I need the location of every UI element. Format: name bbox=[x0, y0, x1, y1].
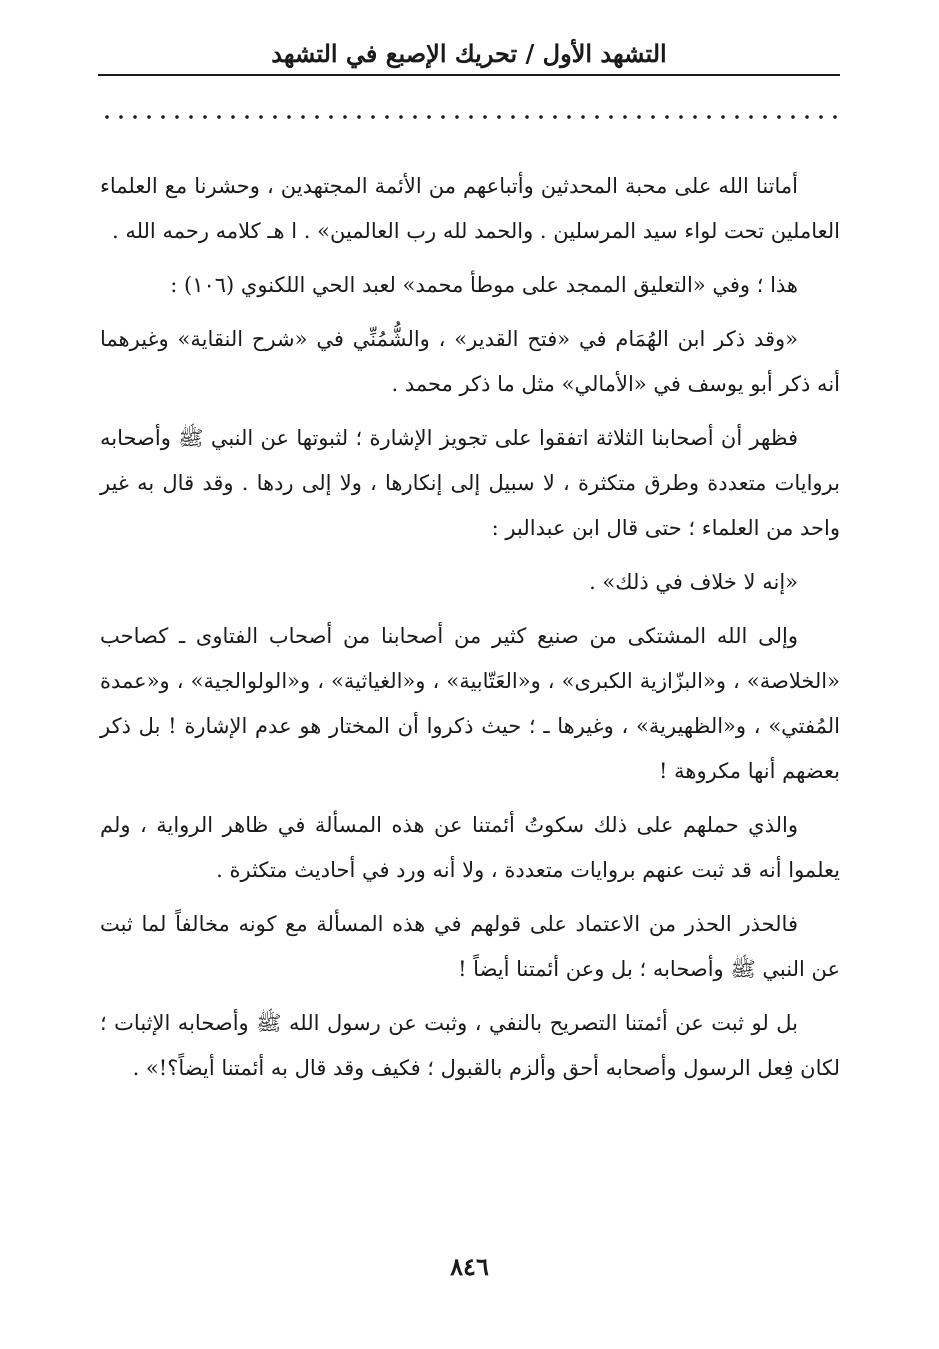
paragraph: بل لو ثبت عن أئمتنا التصريح بالنفي ، وثبت عن رسول الله ﷺ وأصحابه الإثبات ؛ لكان فِعل الرسول وأصحابه أحق وألزم بالقبول ؛ فكيف وقد قال به أئمتنا أيضاً؟!» . bbox=[100, 1011, 840, 1080]
page-number: ٨٤٦ bbox=[450, 1252, 489, 1281]
paragraph: «وقد ذكر ابن الهُمَام في «فتح القدير» ، والشُّمُنِّي في «شرح النقاية» وغيرهما أنه ذكر أبو يوسف في «الأمالي» مثل ما ذكر محمد . bbox=[100, 327, 840, 396]
paragraph: فظهر أن أصحابنا الثلاثة اتفقوا على تجويز الإشارة ؛ لثبوتها عن النبي ﷺ وأصحابه بروايات متعددة وطرق متكثرة ، لا سبيل إلى إنكارها ، ولا إلى ردها . وقد قال به غير واحد من العلماء ؛ حتى قال ابن عبدالبر : bbox=[100, 426, 840, 540]
header-rule bbox=[98, 74, 840, 76]
paragraph: هذا ؛ وفي «التعليق الممجد على موطأ محمد» لعبد الحي اللكنوي (١٠٦) : bbox=[170, 273, 798, 297]
main-text bbox=[100, 164, 840, 1091]
paragraph: فالحذر الحذر من الاعتماد على قولهم في هذه المسألة مع كونه مخالفاً لما ثبت عن النبي ﷺ وأصحابه ؛ بل وعن أئمتنا أيضاً ! bbox=[100, 912, 840, 981]
paragraph: وإلى الله المشتكى من صنيع كثير من أصحابنا من أصحاب الفتاوى ـ كصاحب «الخلاصة» ، و«البزّازية الكبرى» ، و«العَتّابية» ، و«الغياثية» ، و«الولوالجية» ، و«عمدة المُفتي» ، و«الظهيرية» ، وغيرها ـ ؛ حيث ذكروا أن المختار هو عدم الإشارة ! بل ذكر بعضهم أنها مكروهة ! bbox=[100, 624, 840, 783]
paragraph: والذي حملهم على ذلك سكوتُ أئمتنا عن هذه المسألة في ظاهر الرواية ، ولم يعلموا أنه قد ثبت عنهم بروايات متعددة ، ولا أنه ورد في أحاديث متكثرة . bbox=[100, 813, 840, 882]
paragraph: «إنه لا خلاف في ذلك» . bbox=[589, 570, 798, 594]
running-header: التشهد الأول / تحريك الإصبع في التشهد bbox=[271, 39, 667, 68]
dotted-separator bbox=[100, 112, 840, 122]
paragraph: أماتنا الله على محبة المحدثين وأتباعهم من الأئمة المجتهدين ، وحشرنا مع العلماء العاملين تحت لواء سيد المرسلين . والحمد لله رب العالمين» . ا هـ كلامه رحمه الله . bbox=[100, 174, 840, 243]
